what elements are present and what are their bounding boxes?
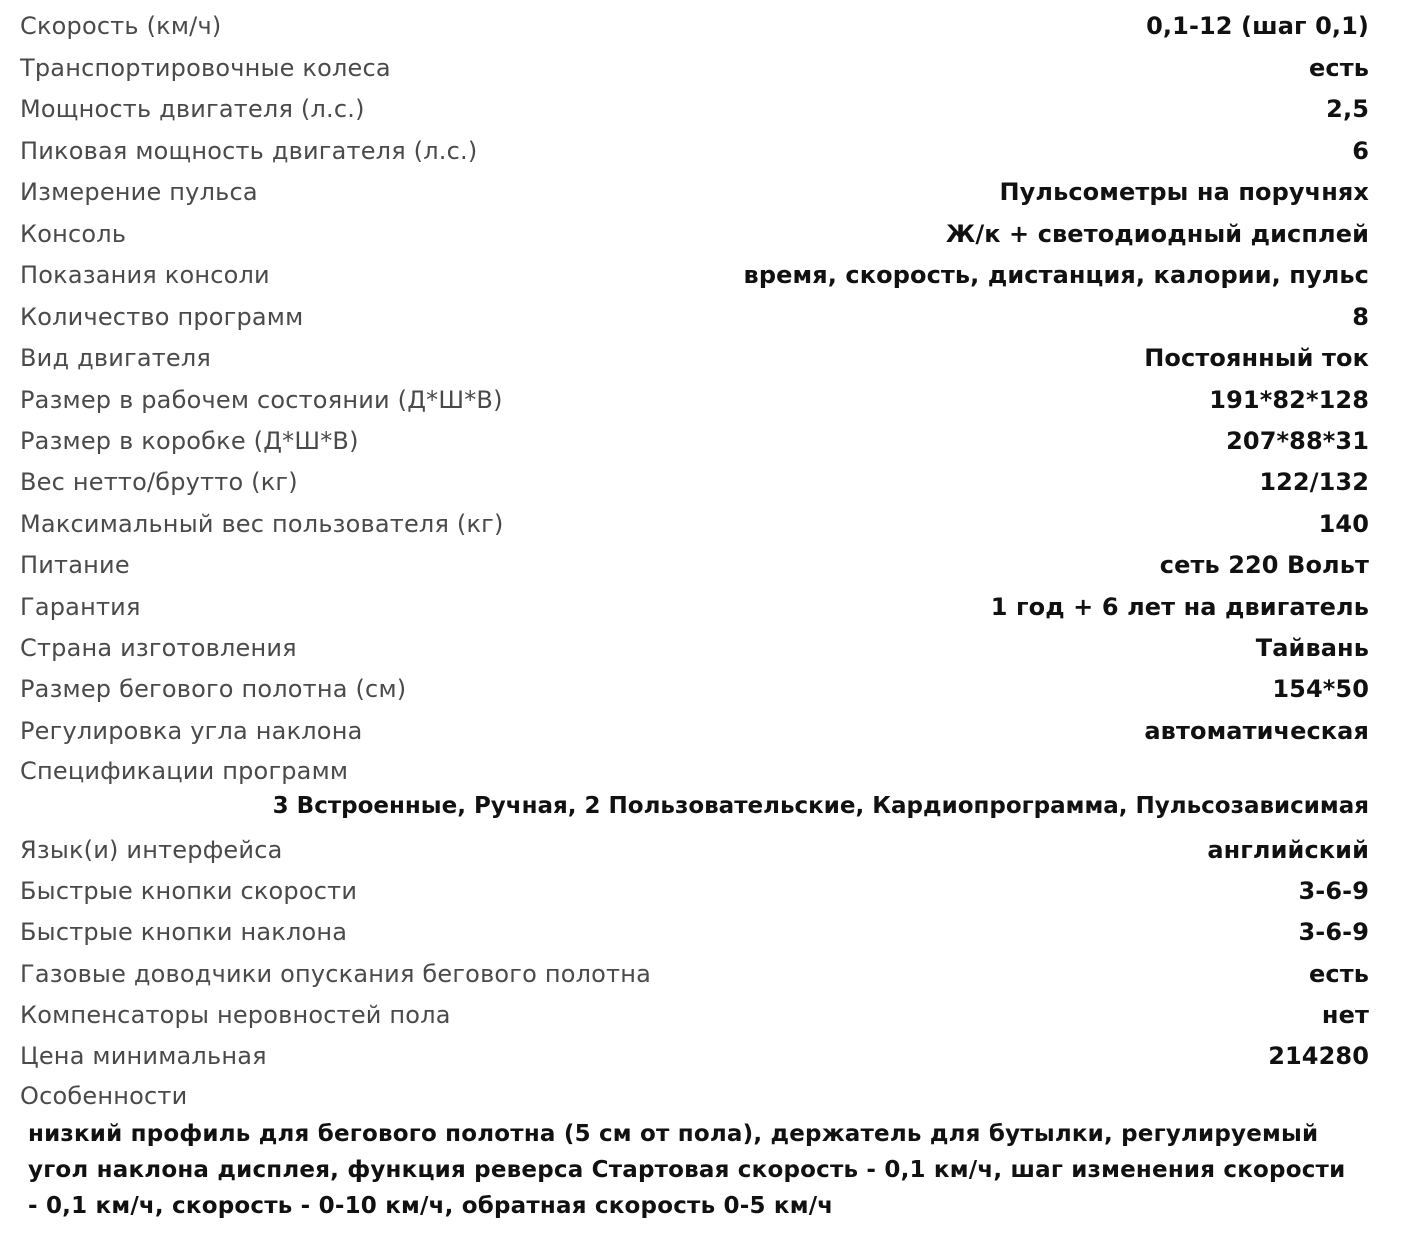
spec-label: Вес нетто/брутто (кг) <box>20 468 298 496</box>
spec-value: Тайвань <box>1255 634 1369 662</box>
spec-label: Быстрые кнопки скорости <box>20 877 358 905</box>
spec-value: 140 <box>1318 510 1369 538</box>
spec-value: Постоянный ток <box>1144 344 1369 372</box>
spec-value: есть <box>1309 960 1369 988</box>
spec-value: 154*50 <box>1272 675 1369 703</box>
spec-row-pulse <box>20 171 1369 213</box>
spec-label: Питание <box>20 551 130 579</box>
spec-value: есть <box>1309 54 1369 82</box>
spec-label: Мощность двигателя (л.с.) <box>20 95 365 123</box>
spec-row-belt-size <box>20 668 1369 710</box>
spec-value: 122/132 <box>1259 468 1369 496</box>
spec-row-speed-quick-keys <box>20 870 1369 912</box>
spec-row-motor-type <box>20 337 1369 379</box>
program-specs-label: Спецификации программ <box>20 757 349 785</box>
spec-label: Цена минимальная <box>20 1042 267 1070</box>
spec-value: Ж/к + светодиодный дисплей <box>945 220 1369 248</box>
spec-value: 3-6-9 <box>1298 877 1369 905</box>
spec-label: Размер бегового полотна (см) <box>20 675 407 703</box>
spec-row-country <box>20 627 1369 669</box>
features-label: Особенности <box>20 1082 188 1110</box>
spec-label: Язык(и) интерфейса <box>20 836 283 864</box>
spec-label: Консоль <box>20 220 127 248</box>
spec-value: английский <box>1207 836 1369 864</box>
spec-value: время, скорость, дистанция, калории, пульс <box>743 261 1369 289</box>
spec-row-transport-wheels <box>20 47 1369 89</box>
spec-row-power-supply <box>20 544 1369 586</box>
spec-value: 0,1-12 (шаг 0,1) <box>1146 12 1369 40</box>
spec-row-max-user-weight <box>20 503 1369 545</box>
spec-value: 6 <box>1352 137 1369 165</box>
spec-row-console <box>20 213 1369 255</box>
spec-label: Размер в коробке (Д*Ш*В) <box>20 427 359 455</box>
spec-value: 1 год + 6 лет на двигатель <box>990 593 1369 621</box>
spec-label: Максимальный вес пользователя (кг) <box>20 510 504 538</box>
spec-label: Пиковая мощность двигателя (л.с.) <box>20 137 478 165</box>
spec-value: 214280 <box>1268 1042 1369 1070</box>
spec-label: Газовые доводчики опускания бегового полотна <box>20 960 651 988</box>
spec-label: Измерение пульса <box>20 178 258 206</box>
spec-row-gas-dampers <box>20 953 1369 995</box>
spec-label: Компенсаторы неровностей пола <box>20 1001 451 1029</box>
spec-label: Регулировка угла наклона <box>20 717 363 745</box>
spec-label: Транспортировочные колеса <box>20 54 391 82</box>
spec-row-weight <box>20 461 1369 503</box>
spec-row-floor-levelers <box>20 994 1369 1036</box>
spec-label: Количество программ <box>20 303 304 331</box>
spec-row-peak-power <box>20 130 1369 172</box>
spec-value: 207*88*31 <box>1226 427 1369 455</box>
spec-row-speed <box>20 5 1369 47</box>
spec-row-motor-power <box>20 88 1369 130</box>
spec-value: 3-6-9 <box>1298 918 1369 946</box>
spec-row-interface-language <box>20 829 1369 871</box>
spec-label: Показания консоли <box>20 261 270 289</box>
features-value: низкий профиль для бегового полотна (5 см от пола), держатель для бутылки, регулируемый угол наклона дисплея, функция реверса Стартовая скорость - 0,1 км/ч, шаг изменения скорости - 0,1 км/ч, скорость - 0-10 км/ч, обратная скорость 0-5 км/ч <box>28 1121 1346 1219</box>
spec-label: Размер в рабочем состоянии (Д*Ш*В) <box>20 386 503 414</box>
spec-row-working-size <box>20 379 1369 421</box>
spec-value: автоматическая <box>1144 717 1369 745</box>
spec-value: Пульсометры на поручнях <box>999 178 1369 206</box>
spec-value: 191*82*128 <box>1209 386 1369 414</box>
spec-label: Гарантия <box>20 593 141 621</box>
spec-value: сеть 220 Вольт <box>1159 551 1369 579</box>
spec-label: Скорость (км/ч) <box>20 12 222 40</box>
spec-label: Быстрые кнопки наклона <box>20 918 348 946</box>
spec-value: 2,5 <box>1326 95 1369 123</box>
spec-label: Вид двигателя <box>20 344 212 372</box>
spec-row-box-size <box>20 420 1369 462</box>
program-specs-value: 3 Встроенные, Ручная, 2 Пользовательские, Кардиопрограмма, Пульсозависимая <box>272 793 1369 819</box>
spec-row-program-count <box>20 296 1369 338</box>
spec-row-incline <box>20 710 1369 752</box>
spec-row-warranty <box>20 586 1369 628</box>
spec-row-min-price <box>20 1035 1369 1077</box>
spec-row-console-readings <box>20 254 1369 296</box>
spec-value: 8 <box>1352 303 1369 331</box>
spec-label: Страна изготовления <box>20 634 297 662</box>
spec-row-incline-quick-keys <box>20 911 1369 953</box>
spec-value: нет <box>1321 1001 1369 1029</box>
